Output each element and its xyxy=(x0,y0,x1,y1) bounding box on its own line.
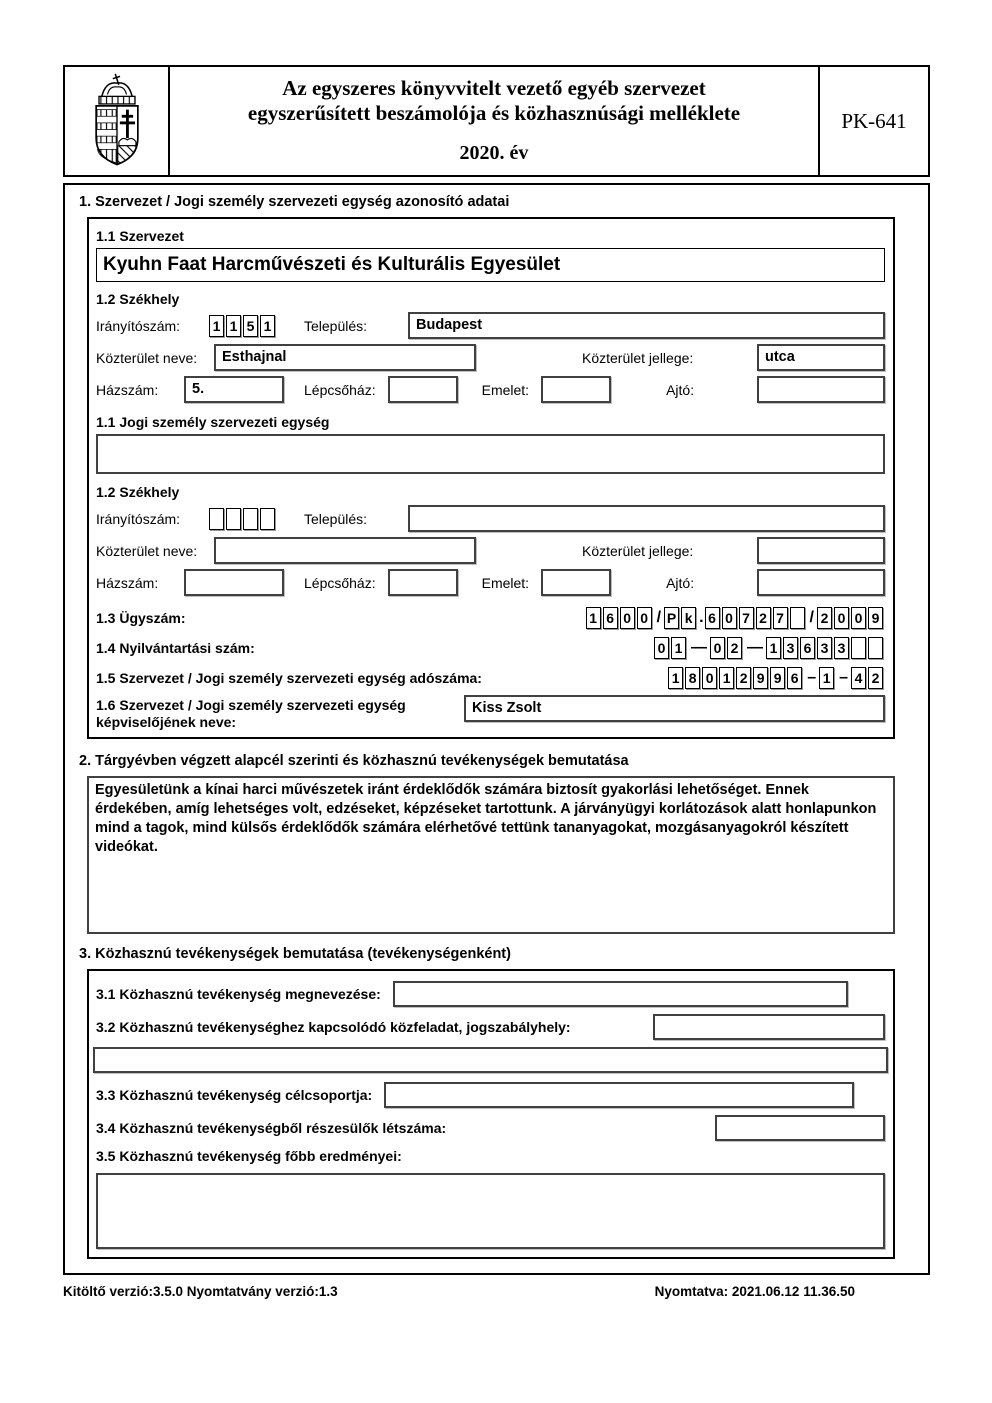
house-label: Házszám: xyxy=(96,381,159,398)
street-label: Közterület neve: xyxy=(96,542,198,559)
char-box[interactable]: 9 xyxy=(868,607,883,629)
dash-separator: – xyxy=(807,669,817,686)
char-box[interactable] xyxy=(790,607,805,629)
f32-full-width-field[interactable] xyxy=(93,1047,888,1073)
char-box[interactable]: 2 xyxy=(868,667,883,689)
char-box[interactable]: 2 xyxy=(756,607,771,629)
door-label: Ajtó: xyxy=(666,574,695,591)
form-title-line2: egyszerűsített beszámolója és közhasznúsági melléklete xyxy=(247,101,741,125)
form-header xyxy=(63,65,930,177)
char-box[interactable]: 6 xyxy=(787,667,802,689)
case-number-boxes-1[interactable] xyxy=(586,607,654,629)
org-stair-field[interactable] xyxy=(388,376,458,403)
char-box[interactable]: 0 xyxy=(654,637,669,659)
char-box[interactable]: 0 xyxy=(702,667,717,689)
case-number-boxes-3[interactable] xyxy=(705,607,807,629)
char-box[interactable]: 0 xyxy=(710,637,725,659)
case-number-value xyxy=(586,607,885,629)
slash-separator: / xyxy=(809,609,814,626)
char-box[interactable]: 0 xyxy=(851,607,866,629)
street-label: Közterület neve: xyxy=(96,349,198,366)
org-door-field[interactable] xyxy=(757,376,885,403)
case-number-boxes-2[interactable] xyxy=(664,607,698,629)
legal-city-field[interactable] xyxy=(408,505,885,532)
char-box[interactable]: 2 xyxy=(727,637,742,659)
org-house-field[interactable]: 5. xyxy=(184,376,284,403)
char-box[interactable]: 7 xyxy=(773,607,788,629)
char-box[interactable] xyxy=(851,637,866,659)
legal-unit-name-field[interactable] xyxy=(96,434,885,474)
floor-label: Emelet: xyxy=(481,381,530,398)
stair-label: Lépcsőház: xyxy=(304,381,376,398)
f34-label: 3.4 Közhasznú tevékenységből részesülők létszáma: xyxy=(96,1120,447,1136)
form-year: 2020. év xyxy=(459,142,529,164)
registration-boxes-1[interactable] xyxy=(654,637,688,659)
section3-title: 3. Közhasznú tevékenységek bemutatása (tevékenységenként) xyxy=(79,946,511,962)
dash-separator: — xyxy=(747,639,763,656)
char-box[interactable]: 9 xyxy=(770,667,785,689)
house-label: Házszám: xyxy=(96,574,159,591)
form-code: PK-641 xyxy=(841,108,907,133)
org-address-label: 1.2 Székhely xyxy=(96,291,180,307)
section2-title: 2. Tárgyévben végzett alapcél szerinti és közhasznú tevékenységek bemutatása xyxy=(79,753,629,769)
f35-label: 3.5 Közhasznú tevékenység főbb eredményei: xyxy=(96,1148,402,1164)
tax-number-value xyxy=(668,667,885,689)
char-box[interactable]: 1 xyxy=(260,315,275,337)
registration-boxes-3[interactable] xyxy=(766,637,885,659)
char-box[interactable]: 1 xyxy=(719,667,734,689)
section2-activity-textarea[interactable]: Egyesületünk a kínai harci művészetek iránt érdeklődők számára biztosít gyakorlási lehetőséget. Ennek érdekében, amíg lehetséges volt, edzéseket, képzéseket tartottunk. A járványügyi korlátozások alatt honlapunkon mind a tagok, mind külsős érdeklődők számára elérhetővé tettünk tananyagokat, mozgásanyagokról készített videókat. xyxy=(87,776,895,934)
char-box[interactable]: 3 xyxy=(783,637,798,659)
dash-separator: – xyxy=(839,669,848,686)
representative-label: 1.6 Szervezet / Jogi személy szervezeti egység képviselőjének neve: xyxy=(96,697,406,730)
case-number-label: 1.3 Ügyszám: xyxy=(96,610,186,626)
registration-number-label: 1.4 Nyilvántartási szám: xyxy=(96,640,255,656)
f33-field[interactable] xyxy=(384,1082,854,1108)
section1-title: 1. Szervezet / Jogi személy szervezeti egység azonosító adatai xyxy=(79,194,510,210)
char-box[interactable]: 6 xyxy=(603,607,618,629)
char-box[interactable]: 5 xyxy=(243,315,258,337)
dash-separator: — xyxy=(691,639,707,656)
city-label: Település: xyxy=(304,317,368,334)
legal-address-label: 1.2 Székhely xyxy=(96,484,180,500)
char-box[interactable]: 2 xyxy=(817,607,832,629)
slash-separator: / xyxy=(656,609,662,626)
char-box[interactable]: 2 xyxy=(736,667,751,689)
char-box[interactable] xyxy=(260,508,275,530)
org-street-field[interactable]: Esthajnal xyxy=(214,344,476,371)
char-box[interactable]: 0 xyxy=(834,607,849,629)
char-box[interactable]: 0 xyxy=(637,607,652,629)
char-box[interactable]: 3 xyxy=(817,637,832,659)
f33-label: 3.3 Közhasznú tevékenység célcsoportja: xyxy=(96,1087,373,1103)
char-box[interactable] xyxy=(243,508,258,530)
char-box[interactable]: 0 xyxy=(722,607,737,629)
coat-of-arms-cell xyxy=(65,67,170,175)
char-box[interactable]: k xyxy=(681,607,696,629)
char-box[interactable]: 1 xyxy=(766,637,781,659)
org-floor-field[interactable] xyxy=(541,376,611,403)
tax-boxes-1[interactable] xyxy=(668,667,804,689)
street-type-label: Közterület jellege: xyxy=(582,542,694,559)
f32-label: 3.2 Közhasznú tevékenységhez kapcsolódó közfeladat, jogszabályhely: xyxy=(96,1019,571,1035)
hungary-coat-of-arms-icon xyxy=(81,71,153,171)
form-title-line1: Az egyszeres könyvvitelt vezető egyéb szervezet xyxy=(282,76,706,100)
f35-field[interactable] xyxy=(96,1173,885,1249)
char-box[interactable] xyxy=(868,637,883,659)
representative-name-field[interactable]: Kiss Zsolt xyxy=(464,695,885,722)
f31-label: 3.1 Közhasznú tevékenység megnevezése: xyxy=(96,986,381,1002)
registration-number-value xyxy=(654,637,885,659)
section1-box xyxy=(87,217,895,739)
floor-label: Emelet: xyxy=(481,574,530,591)
form-body xyxy=(63,183,930,1275)
char-box[interactable]: 1 xyxy=(668,667,683,689)
stair-label: Lépcsőház: xyxy=(304,574,376,591)
char-box[interactable]: 6 xyxy=(705,607,720,629)
char-box[interactable]: 0 xyxy=(620,607,635,629)
legal-floor-field[interactable] xyxy=(541,569,611,596)
footer-print-timestamp: Nyomtatva: 2021.06.12 11.36.50 xyxy=(654,1284,855,1299)
dot-separator: . xyxy=(699,609,704,626)
char-box[interactable]: 1 xyxy=(819,667,834,689)
legal-house-field[interactable] xyxy=(184,569,284,596)
legal-stair-field[interactable] xyxy=(388,569,458,596)
f32-field[interactable] xyxy=(653,1014,885,1040)
char-box[interactable]: 1 xyxy=(209,315,224,337)
char-box[interactable]: 1 xyxy=(226,315,241,337)
org-city-field[interactable]: Budapest xyxy=(408,312,885,339)
form-title-cell xyxy=(170,67,820,175)
zip-label: Irányítószám: xyxy=(96,317,181,334)
legal-door-field[interactable] xyxy=(757,569,885,596)
char-box[interactable]: 4 xyxy=(851,667,866,689)
tax-number-label: 1.5 Szervezet / Jogi személy szervezeti egység adószáma: xyxy=(96,670,482,686)
legal-unit-label: 1.1 Jogi személy szervezeti egység xyxy=(96,414,330,430)
org-zip-boxes[interactable] xyxy=(209,315,277,337)
char-box[interactable]: 9 xyxy=(753,667,768,689)
legal-street-field[interactable] xyxy=(214,537,476,564)
org-street-type-field[interactable]: utca xyxy=(757,344,885,371)
char-box[interactable]: 6 xyxy=(800,637,815,659)
char-box[interactable]: 8 xyxy=(685,667,700,689)
case-number-boxes-4[interactable] xyxy=(817,607,885,629)
page-footer xyxy=(63,1284,930,1299)
tax-boxes-3[interactable] xyxy=(851,667,885,689)
f31-field[interactable] xyxy=(393,981,848,1007)
street-type-label: Közterület jellege: xyxy=(582,349,694,366)
char-box[interactable]: 1 xyxy=(671,637,686,659)
city-label: Település: xyxy=(304,510,368,527)
registration-boxes-2[interactable] xyxy=(710,637,744,659)
legal-zip-boxes[interactable] xyxy=(209,508,277,530)
f34-field[interactable] xyxy=(715,1115,885,1141)
legal-street-type-field[interactable] xyxy=(757,537,885,564)
char-box[interactable] xyxy=(226,508,241,530)
org-label: 1.1 Szervezet xyxy=(96,228,184,244)
zip-label: Irányítószám: xyxy=(96,510,181,527)
char-box[interactable] xyxy=(209,508,224,530)
org-name-field[interactable]: Kyuhn Faat Harcművészeti és Kulturális Egyesület xyxy=(96,248,885,282)
tax-boxes-2[interactable] xyxy=(819,667,836,689)
char-box[interactable]: 3 xyxy=(834,637,849,659)
section3-box xyxy=(87,969,895,1259)
char-box[interactable]: P xyxy=(664,607,679,629)
footer-version-info: Kitöltő verzió:3.5.0 Nyomtatvány verzió:1.3 xyxy=(63,1284,338,1299)
door-label: Ajtó: xyxy=(666,381,695,398)
char-box[interactable]: 1 xyxy=(586,607,601,629)
char-box[interactable]: 7 xyxy=(739,607,754,629)
